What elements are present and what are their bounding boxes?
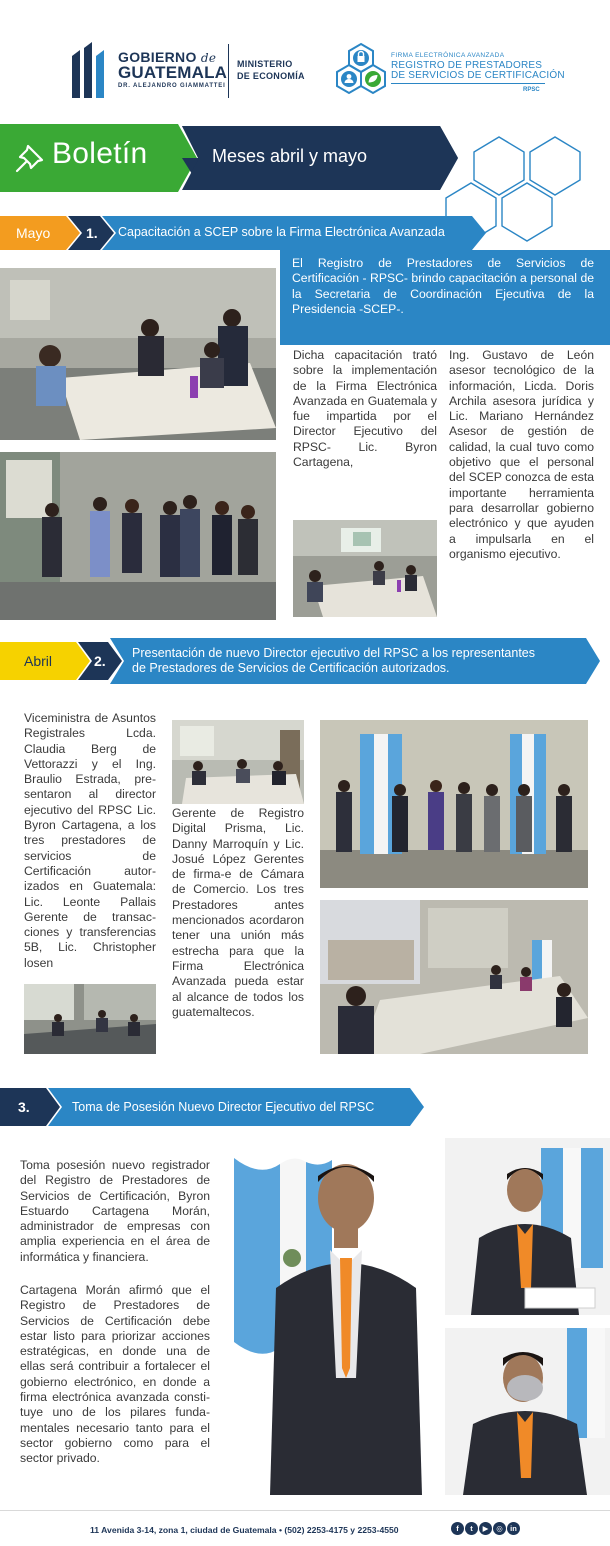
ministerio-name: MINISTERIO DE ECONOMÍA [237,59,305,81]
section2-number: 2. [94,653,106,669]
section2-column1: Viceministra de Asuntos Registrales Lcda. Claudia Berg de Vettorazzi y el Ing. Braulio Estrada, presentaron al director ejecutivo del RPSC Lic. Byron Cartagena, a los tres prestadores de servicios de Certificación autorizados en Guatemala: Lic. Leonte Pallais Gerente de transacciones y transferencias 5B, Lic. Christopher losen [24,711,156,970]
scep-training-photo-2 [0,452,276,620]
gobierno-name: GOBIERNO de [118,49,217,65]
rpsc-acronym: RPSC [523,87,540,93]
twitter-icon[interactable]: t [465,1522,478,1535]
guatemala-name: GUATEMALA [118,63,228,82]
director-portrait-photo [220,1138,432,1495]
section1-title: Capacitación a SCEP sobre la Firma Electrónica Avanzada [118,225,445,239]
director-presentation-photo-2 [172,720,304,804]
director-presentation-photo-3 [320,720,588,888]
instagram-icon[interactable]: ◎ [493,1522,506,1535]
section1-number: 1. [86,225,98,241]
section3-paragraph2: Cartagena Morán afirmó que el Registro de Prestadores de Servicios de Certificación debe estar listo para priorizar acciones estratégicas, en donde una de ellas será contribuir a fortalecer el gobierno electrónico, en donde a firma electrónica avanzada constituye uno de los pilares fundamentales necesario tanto para el sector gobierno como para el sector privado. [20,1283,210,1466]
gobierno-subtitle: DR. ALEJANDRO GIAMMATTEI [118,83,226,89]
footer-address: 11 Avenida 3-14, zona 1, ciudad de Guatemala • (502) 2253-4175 y 2253-4550 [90,1525,399,1535]
header-divider [228,44,229,98]
pin-icon [14,140,48,174]
section3-paragraph1: Toma posesión nuevo registrador del Registro de Prestadores de Servicios de Certificación, Byron Estuardo Cartagena Morán, administrador de empresas con amplia experiencia en el área de informática y financiera. [20,1158,210,1264]
scep-training-photo-3 [293,520,437,617]
rpsc-tagline: FIRMA ELECTRÓNICA AVANZADA [391,52,505,59]
gobierno-logo-mark [70,42,110,100]
footer-divider [0,1510,610,1511]
director-presentation-photo-4 [320,900,588,1054]
rpsc-name-line2: DE SERVICIOS DE CERTIFICACIÓN [391,70,565,81]
section1-intro: El Registro de Prestadores de Servicios de Certificación - RPSC- brindo capacitación a personal de la Secretaria de Coordinación Ejecutiva de la Presidencia -SCEP-. [292,256,594,317]
rpsc-underline [391,83,545,84]
rpsc-name-line1: REGISTRO DE PRESTADORES [391,60,543,71]
director-signing-photo [445,1138,610,1315]
section1-column1: Dicha capacitación trató sobre la implementación de la Firma Electrónica Avanzada en Guatemala y fue impartida por el Director Ejecutivo del RPSC- Lic. Byron Cartagena, [293,348,437,470]
section2-title: Presentación de nuevo Director ejecutivo del RPSC a los representantes de Prestadores de Servicios de Certificación autorizados. [132,646,535,675]
section3-number: 3. [18,1099,30,1115]
section2-column2: Gerente de Registro Digital Prisma, Lic. Danny Marroquín y Lic. Josué López Gerentes de firma-e de Cámara de Comercio. Los tres Prestadores antes mencionados acordaron tener una unión más estrecha para que la Firma Electrónica Avanzada pueda estar al alcance de todos los guatemaltecos. [172,806,304,1019]
section3-title: Toma de Posesión Nuevo Director Ejecutivo del RPSC [72,1100,375,1114]
scep-training-photo-1 [0,268,276,440]
banner-title: Boletín [52,137,148,170]
facebook-icon[interactable]: f [451,1522,464,1535]
director-mask-photo [445,1328,610,1495]
rpsc-logo-icon [333,42,389,98]
youtube-icon[interactable]: ▶ [479,1522,492,1535]
section1-month: Mayo [16,225,51,241]
section2-month: Abril [24,653,53,669]
director-presentation-photo-1 [24,984,156,1054]
banner-subtitle: Meses abril y mayo [212,146,368,166]
linkedin-icon[interactable]: in [507,1522,520,1535]
section1-column2: Ing. Gustavo de León asesor tecnológico de la información, Licda. Doris Archila asesora jurídica y Lic. Mariano Hernández Asesor de gestión de calidad, la cual tuvo como objetivo que el personal del SCEP conozca de esta importante herramienta para desarrollar gobierno electrónico y que ayuden a impulsarla en el organismo ejecutivo. [449,348,594,561]
